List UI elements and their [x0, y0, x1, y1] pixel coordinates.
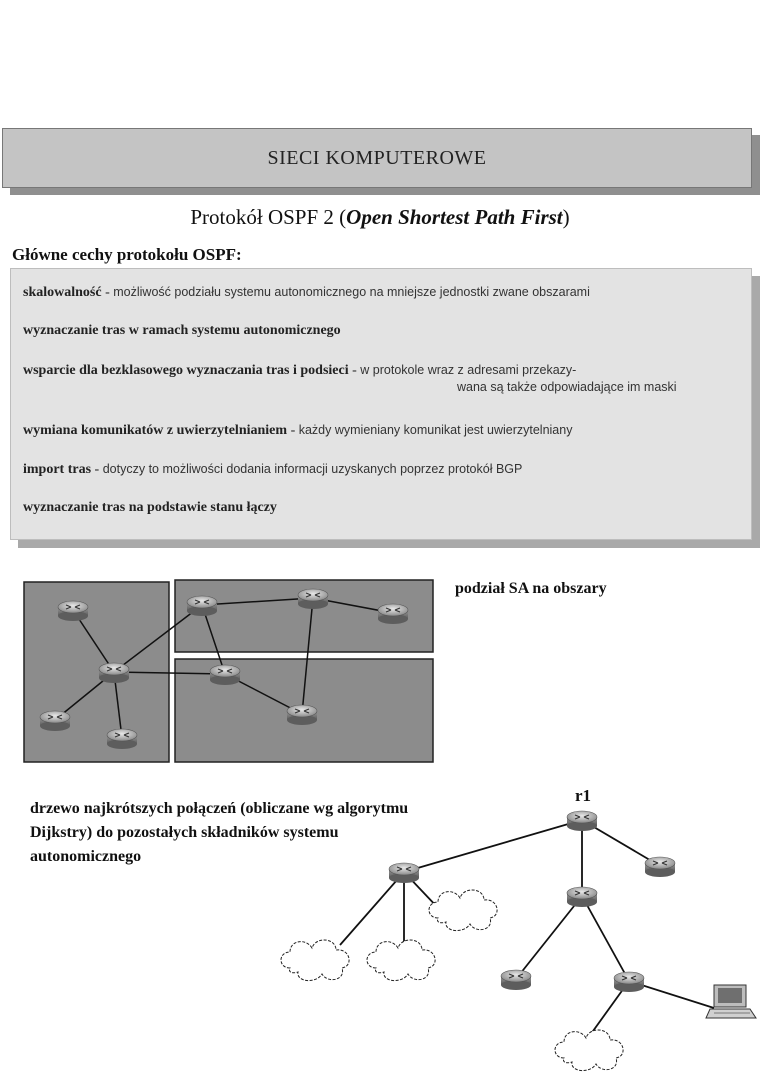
router-icon — [378, 604, 408, 624]
slide-title-prefix: Protokół OSPF 2 ( — [190, 205, 347, 229]
network-cloud-icon — [281, 940, 349, 981]
feature-term: skalowalność — [23, 285, 102, 300]
router-icon — [187, 596, 217, 616]
router-icon — [58, 601, 88, 621]
feature-term: wyznaczanie tras w ramach systemu autonomicznego — [23, 323, 341, 338]
features-heading: Główne cechy protokołu OSPF: — [12, 245, 242, 264]
network-cloud-icon — [555, 1030, 623, 1071]
feature-desc-continuation: wana są także odpowiadające im maski — [457, 380, 677, 394]
feature-term: wyznaczanie tras na podstawie stanu łączy — [23, 500, 277, 515]
areas-diagram-label: podział SA na obszary — [455, 580, 607, 597]
feature-term: wymiana komunikatów z uwierzytelnianiem — [23, 423, 288, 438]
router-icon-root — [567, 811, 597, 831]
router-icon — [645, 857, 675, 877]
router-icon — [567, 887, 597, 907]
computer-icon — [706, 985, 756, 1018]
router-icon — [614, 972, 644, 992]
router-icon — [99, 663, 129, 683]
router-icon — [210, 665, 240, 685]
feature-desc: każdy wymieniany komunikat jest uwierzytelniany — [298, 423, 573, 437]
root-router-label: r1 — [575, 786, 592, 805]
tree-diagram-label: drzewo najkrótszych połączeń (obliczane wg algorytmu Dijkstry) do pozostałych składników systemu autonomicznego — [30, 800, 409, 865]
router-icon — [501, 970, 531, 990]
slide-title-italic: Open Shortest Path First — [346, 205, 563, 229]
slide-title-suffix: ) — [562, 205, 570, 229]
feature-desc: w protokole wraz z adresami przekazy- — [360, 363, 577, 377]
page-header-title: SIECI KOMPUTEROWE — [267, 146, 487, 169]
router-icon — [107, 729, 137, 749]
feature-term: import tras — [23, 462, 92, 477]
feature-sep: - — [287, 423, 299, 438]
network-cloud-icon — [429, 890, 497, 931]
feature-term: wsparcie dla bezklasowego wyznaczania tras i podsieci — [23, 363, 349, 378]
feature-desc: dotyczy to możliwości dodania informacji uzyskanych poprzez protokół BGP — [102, 462, 523, 476]
router-icon — [287, 705, 317, 725]
router-icon — [40, 711, 70, 731]
feature-desc: możliwość podziału systemu autonomicznego na mniejsze jednostki zwane obszarami — [113, 285, 590, 299]
network-cloud-icon — [367, 940, 435, 981]
feature-sep: - — [91, 462, 103, 477]
feature-sep: - — [101, 285, 114, 300]
router-icon — [298, 589, 328, 609]
feature-sep: - — [348, 363, 361, 378]
